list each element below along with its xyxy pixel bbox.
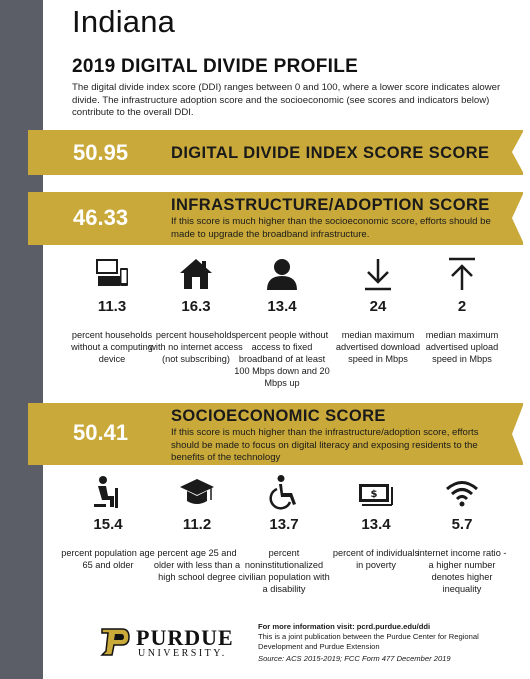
indicator-upload-speed <box>414 256 510 365</box>
indicator-age-65 <box>60 474 156 571</box>
indicator-text: percent noninstitutionalized civilian population with a disability <box>238 548 330 594</box>
intro-paragraph: The digital divide index score (DDI) ranges between 0 and 100, where a lower score indicates alower divide. The infrastructure adoption score and the socioeconomic (see scores and indicators below) contribute to the overall DDI. <box>72 82 501 118</box>
download-arrow-icon <box>360 256 396 292</box>
band-notch <box>512 130 524 174</box>
indicator-no-high-school <box>149 474 245 583</box>
indicator-text: percent households with no internet access (not subscribing) <box>149 330 243 364</box>
indicator-disability <box>236 474 332 595</box>
purdue-wordmark: PURDUE <box>136 625 234 650</box>
indicator-no-broadband <box>234 256 330 389</box>
infrastructure-score-label: INFRASTRUCTURE/ADOPTION SCORE <box>171 196 490 214</box>
house-icon <box>178 256 214 292</box>
infrastructure-score-description: If this score is much higher than the socioeconomic score, efforts should be made to upgrade the broadband infrastructure. <box>171 216 491 240</box>
indicator-value: 16.3 <box>181 298 211 315</box>
indicator-computing-device <box>64 256 160 365</box>
person-icon <box>264 256 300 292</box>
left-sidebar-bar <box>0 0 43 679</box>
indicator-value: 15.4 <box>93 516 123 533</box>
profile-title: 2019 DIGITAL DIVIDE PROFILE <box>72 56 359 77</box>
computer-devices-icon <box>94 256 130 292</box>
indicator-no-internet <box>148 256 244 365</box>
footer-source: Source: ACS 2015-2019; FCC Form 477 December 2019 <box>258 654 451 663</box>
footer-more-info: For more information visit: pcrd.purdue.edu/ddi <box>258 622 431 631</box>
indicator-value: 11.3 <box>97 298 127 315</box>
indicator-download-speed <box>330 256 426 365</box>
wifi-icon <box>444 474 480 510</box>
indicator-poverty <box>328 474 424 571</box>
footer-joint-publication: This is a joint publication between the Purdue Center for Regional Development and Purdue Extension <box>258 632 479 651</box>
upload-arrow-icon <box>444 256 480 292</box>
indicator-value: 13.4 <box>267 298 297 315</box>
indicator-value: 13.7 <box>269 516 299 533</box>
ddi-score-label: DIGITAL DIVIDE INDEX SCORE SCORE <box>171 144 490 162</box>
purdue-p-icon <box>100 627 130 657</box>
indicator-text: median maximum advertised upload speed in Mbps <box>425 330 499 364</box>
indicator-text: percent households without a computing device <box>71 330 153 364</box>
graduation-cap-icon <box>179 474 215 510</box>
footer-info <box>258 622 498 664</box>
indicator-value: 2 <box>457 298 467 315</box>
indicator-value: 11.2 <box>182 516 212 533</box>
socioeconomic-score-label: SOCIOECONOMIC SCORE <box>171 407 386 425</box>
state-name: Indiana <box>72 4 176 39</box>
indicator-income-ratio <box>414 474 510 595</box>
elderly-person-icon <box>90 474 126 510</box>
ddi-score-band <box>28 130 523 175</box>
band-notch <box>512 403 524 465</box>
indicator-text: internet income ratio - a higher number denotes higher inequality <box>417 548 507 594</box>
wheelchair-icon <box>266 474 302 510</box>
indicator-text: percent people without access to fixed broadband of at least 100 Mbps down and 20 Mbps up <box>234 330 330 388</box>
indicator-value: 24 <box>369 298 387 315</box>
indicator-text: percent population age 65 and older <box>61 548 155 570</box>
purdue-university-text: UNIVERSITY. <box>138 648 227 659</box>
indicator-value: 5.7 <box>451 516 473 533</box>
indicator-text: percent of individuals in poverty <box>332 548 420 570</box>
ddi-score-value: 50.95 <box>73 140 129 165</box>
svg-text:$: $ <box>370 489 378 500</box>
infrastructure-score-value: 46.33 <box>73 205 129 230</box>
purdue-logo <box>100 625 250 663</box>
socioeconomic-score-band <box>28 403 523 465</box>
socioeconomic-score-value: 50.41 <box>73 420 129 445</box>
indicator-text: percent age 25 and older with less than a high school degree <box>153 548 241 582</box>
band-notch <box>512 192 524 244</box>
indicator-text: median maximum advertised download speed in Mbps <box>335 330 421 364</box>
infrastructure-score-band <box>28 192 523 245</box>
indicator-value: 13.4 <box>361 516 391 533</box>
socioeconomic-score-description: If this score is much higher than the infrastructure/adoption score, efforts should be made to focus on digital literacy and exposing residents to the benefits of the technology <box>171 427 479 463</box>
money-icon <box>358 474 394 510</box>
